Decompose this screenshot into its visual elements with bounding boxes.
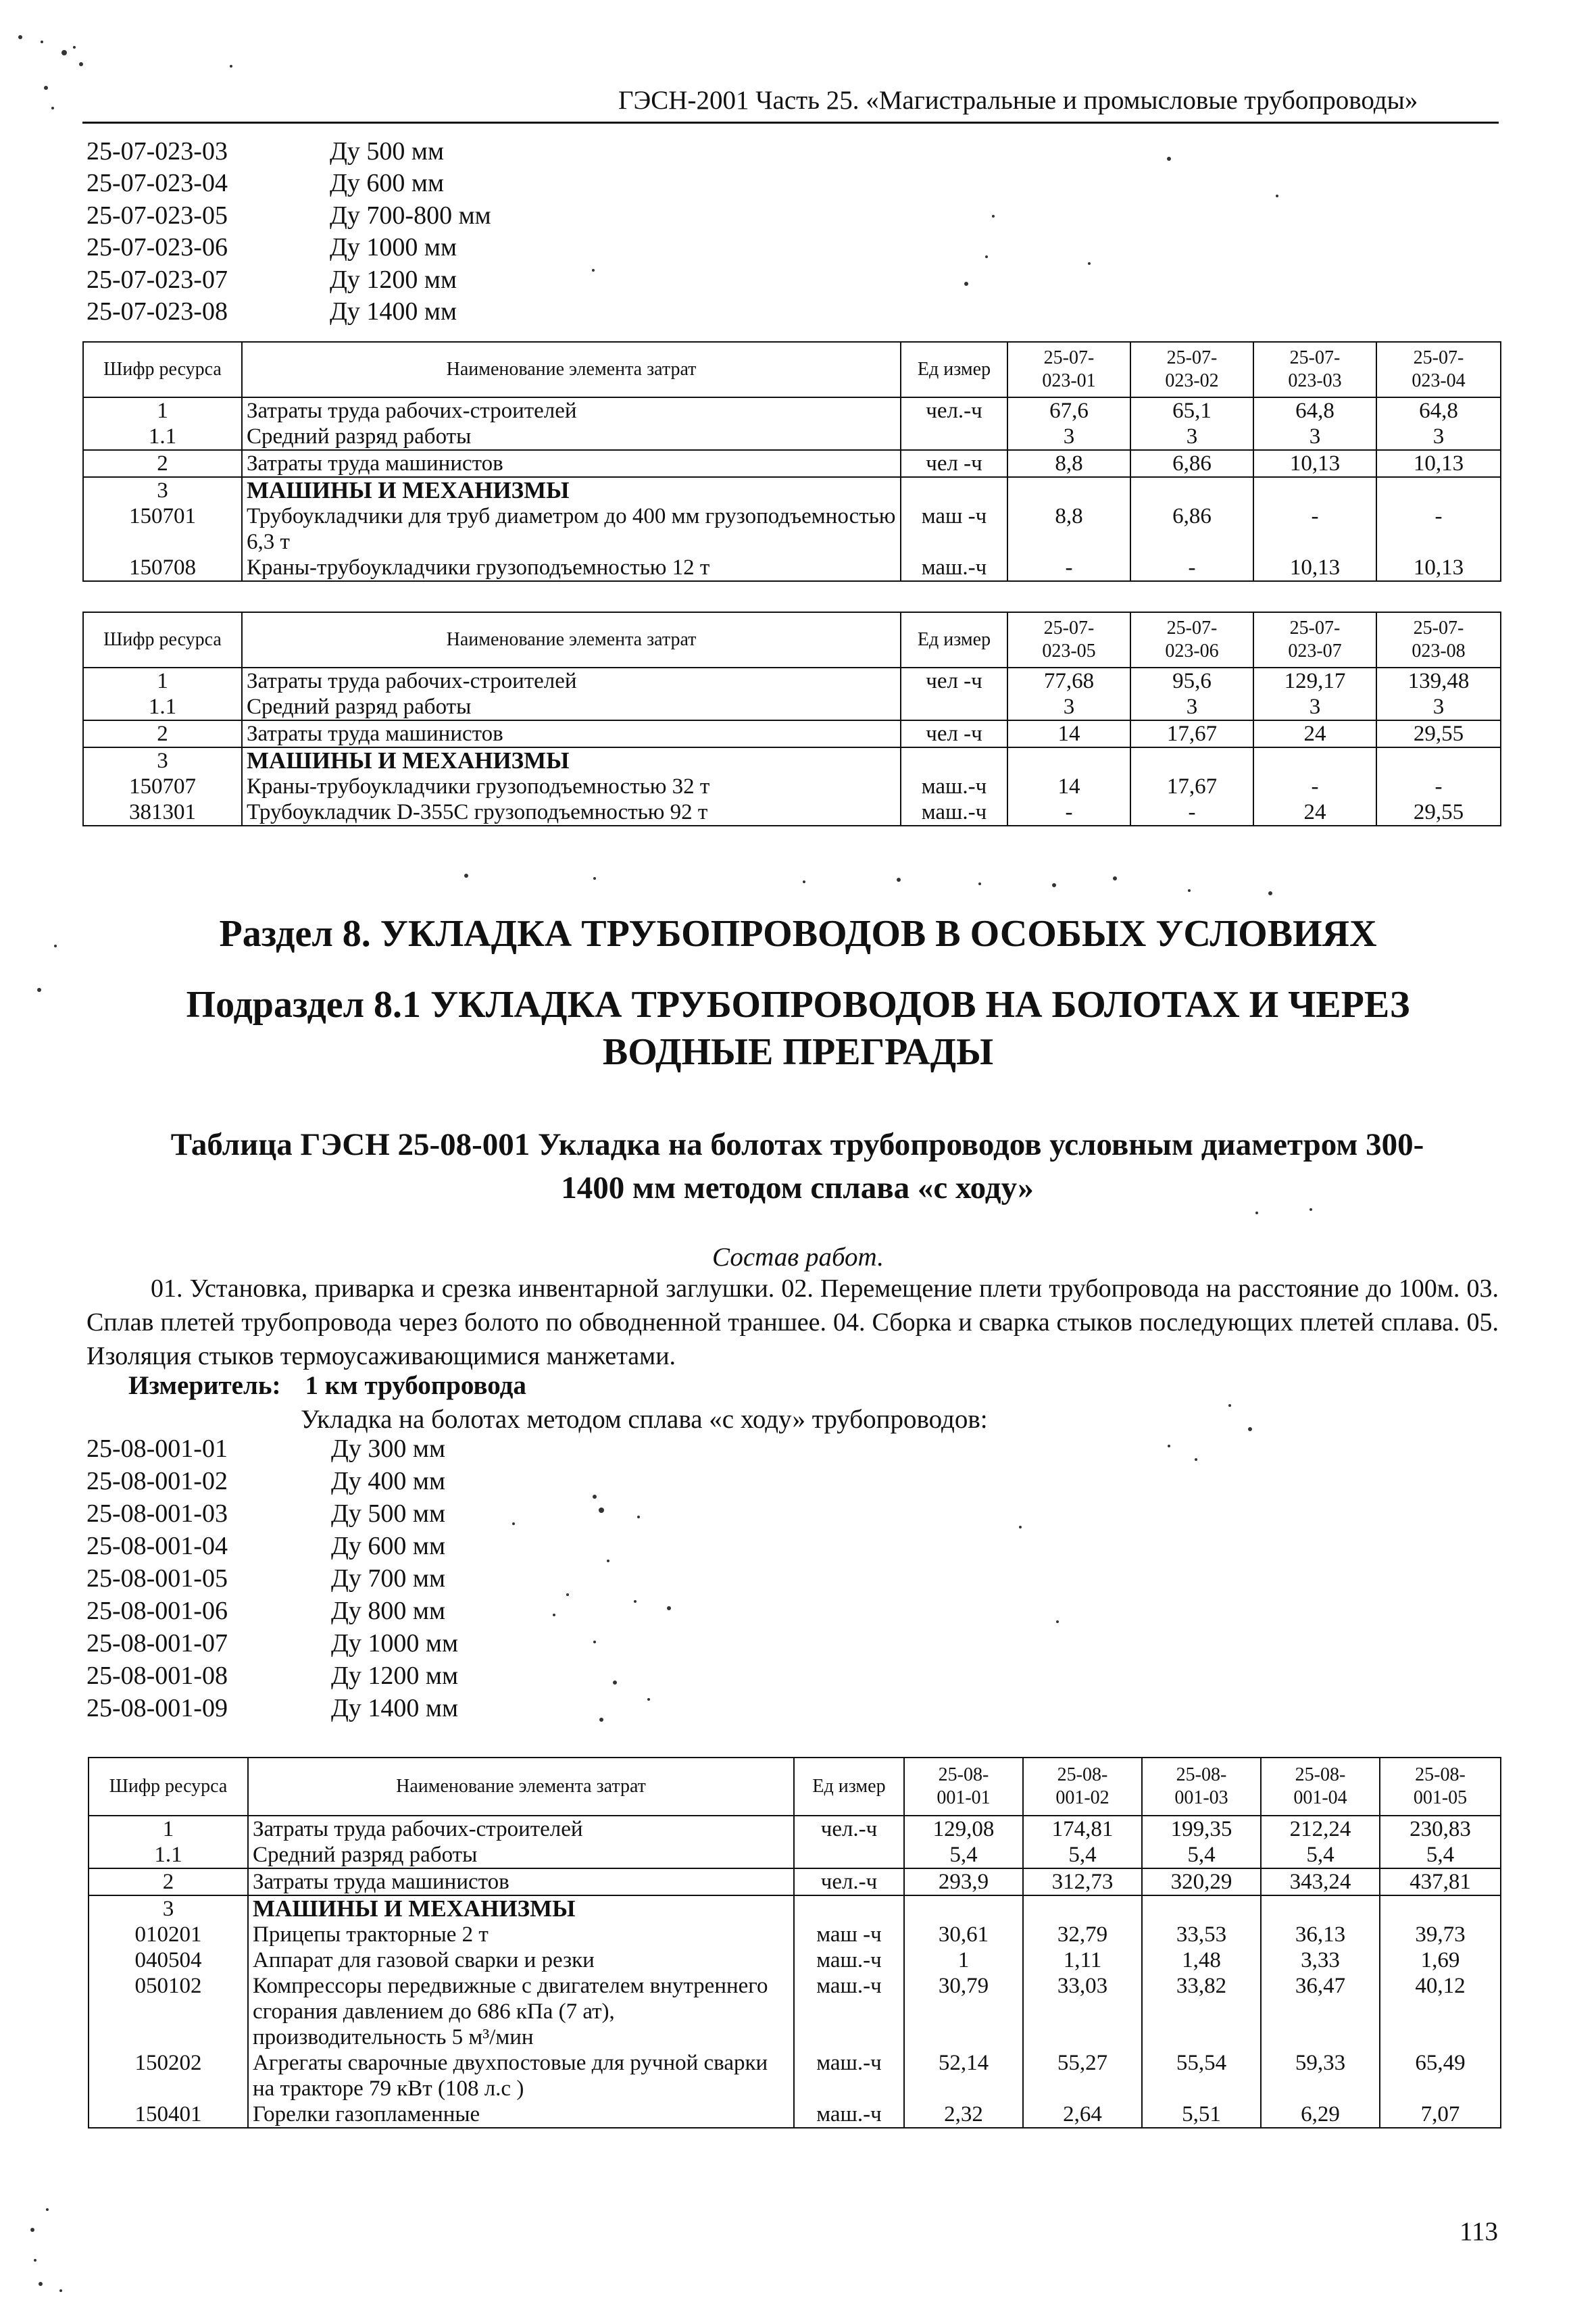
resource-code: 25-08-001-01 xyxy=(86,1435,228,1463)
cell-value: 5,4 xyxy=(904,1842,1023,1868)
cell-value: - xyxy=(1376,503,1501,555)
col-header-norm: 25-08- 001-01 xyxy=(904,1758,1023,1816)
diameter-label: Ду 1000 мм xyxy=(330,233,457,262)
cell-value: 3,33 xyxy=(1261,1947,1380,1973)
cell-code: 150401 xyxy=(89,2101,248,2128)
cell-value: 2,64 xyxy=(1023,2101,1142,2128)
cell-value: 55,54 xyxy=(1142,2050,1261,2101)
subsection-title: Подраздел 8.1 УКЛАДКА ТРУБОПРОВОДОВ НА БОЛОТАХ И ЧЕРЕЗ xyxy=(186,984,1410,1026)
cell-value: 230,83 xyxy=(1380,1816,1501,1842)
cell-value: 2,32 xyxy=(904,2101,1023,2128)
resource-code: 25-08-001-07 xyxy=(86,1629,228,1658)
col-header-norm: 25-07- 023-06 xyxy=(1130,612,1253,668)
cell-value: 67,6 xyxy=(1007,397,1130,424)
table-row xyxy=(83,503,1501,555)
resource-code: 25-08-001-08 xyxy=(86,1662,228,1690)
table-row xyxy=(89,2050,1501,2101)
cell-code: 1 xyxy=(83,668,242,694)
col-header-code: Шифр ресурса xyxy=(83,342,242,397)
cell-unit: чел -ч xyxy=(901,720,1007,747)
cell-value: 199,35 xyxy=(1142,1816,1261,1842)
cell-unit: чел -ч xyxy=(901,668,1007,694)
diameter-label: Ду 500 мм xyxy=(331,1499,446,1528)
cell-value: 10,13 xyxy=(1253,450,1376,477)
cell-value: 33,03 xyxy=(1023,1973,1142,2050)
page-number: 113 xyxy=(1460,2217,1499,2246)
cell-unit: маш.-ч xyxy=(901,774,1007,799)
cell-name: Прицепы тракторные 2 т xyxy=(248,1922,794,1947)
cell-name: Затраты труда рабочих-строителей xyxy=(248,1816,794,1842)
work-composition-text: 01. Установка, приварка и срезка инвентарной заглушки. 02. Перемещение плети трубопровода на расстояние до 100м. 03. Сплав плетей трубопровода через болото по обводненной траншее. 04. Сборка и сварка стыков последующих плетей сплава. 05. Изоляция стыков термоусаживающимися манжетами. xyxy=(86,1274,1499,1370)
col-header-code: Шифр ресурса xyxy=(89,1758,248,1816)
table-row xyxy=(83,477,1501,503)
cell-value: 65,49 xyxy=(1380,2050,1501,2101)
cell-name: Средний разряд работы xyxy=(248,1842,794,1868)
col-header-name: Наименование элемента затрат xyxy=(242,342,901,397)
col-header-norm: 25-07- 023-03 xyxy=(1253,342,1376,397)
col-header-norm: 25-07- 023-01 xyxy=(1007,342,1130,397)
cell-value: 129,17 xyxy=(1253,668,1376,694)
col-header-unit: Ед измер xyxy=(794,1758,904,1816)
cell-unit: маш.-ч xyxy=(794,2101,904,2128)
cell-value: 32,79 xyxy=(1023,1922,1142,1947)
cell-code: 3 xyxy=(83,747,242,774)
col-header-norm: 25-07- 023-04 xyxy=(1376,342,1501,397)
cell-value: 55,27 xyxy=(1023,2050,1142,2101)
table-row xyxy=(89,1947,1501,1973)
cell-code: 3 xyxy=(89,1895,248,1922)
cell-code: 1.1 xyxy=(83,424,242,450)
code-list-item xyxy=(86,199,491,232)
cell-value: 33,82 xyxy=(1142,1973,1261,2050)
cell-code: 3 xyxy=(83,477,242,503)
code-list-item xyxy=(86,168,491,200)
cell-name: МАШИНЫ И МЕХАНИЗМЫ xyxy=(242,747,901,774)
cell-value xyxy=(1380,1895,1501,1922)
cell-value: 1 xyxy=(904,1947,1023,1973)
resource-code: 25-08-001-09 xyxy=(86,1694,228,1722)
cell-value: 30,79 xyxy=(904,1973,1023,2050)
cell-name: Затраты труда машинистов xyxy=(248,1868,794,1895)
table-row xyxy=(83,450,1501,477)
norm-table-1 xyxy=(82,341,1501,582)
col-header-unit: Ед измер xyxy=(901,612,1007,668)
cell-value xyxy=(904,1895,1023,1922)
code-list-item xyxy=(86,1465,458,1497)
cell-value: 3 xyxy=(1253,694,1376,720)
cell-value: 29,55 xyxy=(1376,720,1501,747)
cell-value: 3 xyxy=(1253,424,1376,450)
table-row xyxy=(89,1842,1501,1868)
table-row xyxy=(83,424,1501,450)
cell-unit: чел.-ч xyxy=(901,397,1007,424)
cell-value xyxy=(1253,477,1376,503)
table-row xyxy=(83,799,1501,826)
cell-code: 1.1 xyxy=(89,1842,248,1868)
cell-name: МАШИНЫ И МЕХАНИЗМЫ xyxy=(248,1895,794,1922)
diameter-label: Ду 1000 мм xyxy=(331,1629,459,1658)
col-header-norm: 25-08- 001-04 xyxy=(1261,1758,1380,1816)
cell-value: 3 xyxy=(1007,694,1130,720)
cell-name: Затраты труда машинистов xyxy=(242,450,901,477)
cell-value: 3 xyxy=(1007,424,1130,450)
cell-value: 5,51 xyxy=(1142,2101,1261,2128)
table-row xyxy=(83,397,1501,424)
cell-value: 437,81 xyxy=(1380,1868,1501,1895)
cell-value: 3 xyxy=(1376,694,1501,720)
cell-value: 6,86 xyxy=(1130,503,1253,555)
cell-name: Средний разряд работы xyxy=(242,424,901,450)
cell-code: 040504 xyxy=(89,1947,248,1973)
code-list-item xyxy=(86,232,491,264)
diameter-label: Ду 1200 мм xyxy=(331,1662,459,1690)
cell-code: 1 xyxy=(83,397,242,424)
cell-value xyxy=(1376,747,1501,774)
cell-value: 5,4 xyxy=(1023,1842,1142,1868)
col-header-norm: 25-08- 001-03 xyxy=(1142,1758,1261,1816)
cell-unit: чел.-ч xyxy=(794,1816,904,1842)
resource-code: 25-08-001-02 xyxy=(86,1467,228,1495)
cell-value: 24 xyxy=(1253,799,1376,826)
table-row xyxy=(83,774,1501,799)
table-row xyxy=(89,1922,1501,1947)
resource-code: 25-07-023-08 xyxy=(86,297,228,326)
cell-name: Краны-трубоукладчики грузоподъемностью 32 т xyxy=(242,774,901,799)
cell-unit xyxy=(901,747,1007,774)
table-row xyxy=(89,1973,1501,2050)
cell-value: 1,48 xyxy=(1142,1947,1261,1973)
subsection-title-line-2: ВОДНЫЕ ПРЕГРАДЫ xyxy=(602,1031,994,1073)
cell-value: - xyxy=(1253,503,1376,555)
cell-value: 1,11 xyxy=(1023,1947,1142,1973)
cell-value xyxy=(1376,477,1501,503)
cell-value: - xyxy=(1130,799,1253,826)
cell-name: Затраты труда рабочих-строителей xyxy=(242,397,901,424)
norm-table-2 xyxy=(82,612,1501,826)
cell-unit: чел.-ч xyxy=(794,1868,904,1895)
table-title: Таблица ГЭСН 25-08-001 Укладка на болотах трубопроводов условным диаметром 300- xyxy=(170,1127,1424,1162)
cell-name: МАШИНЫ И МЕХАНИЗМЫ xyxy=(242,477,901,503)
diameter-label: Ду 600 мм xyxy=(330,169,445,198)
cell-unit: маш.-ч xyxy=(901,799,1007,826)
cell-value: 64,8 xyxy=(1376,397,1501,424)
code-list-item xyxy=(86,264,491,296)
cell-unit: маш.-ч xyxy=(901,555,1007,581)
cell-value: 65,1 xyxy=(1130,397,1253,424)
col-header-code: Шифр ресурса xyxy=(83,612,242,668)
cell-unit: маш.-ч xyxy=(794,2050,904,2101)
cell-value: 5,4 xyxy=(1261,1842,1380,1868)
cell-name: Аппарат для газовой сварки и резки xyxy=(248,1947,794,1973)
cell-unit xyxy=(901,477,1007,503)
cell-value: 7,07 xyxy=(1380,2101,1501,2128)
cell-value xyxy=(1007,747,1130,774)
cell-value: 129,08 xyxy=(904,1816,1023,1842)
diameter-label: Ду 1200 мм xyxy=(330,265,457,294)
cell-name: Затраты труда машинистов xyxy=(242,720,901,747)
header-rule xyxy=(82,122,1499,124)
cell-value: 10,13 xyxy=(1376,450,1501,477)
cell-name: Трубоукладчик D-355C грузоподъемностью 92 т xyxy=(242,799,901,826)
cell-unit: маш.-ч xyxy=(794,1973,904,2050)
running-header: ГЭСН-2001 Часть 25. «Магистральные и промысловые трубопроводы» xyxy=(618,86,1418,115)
cell-value xyxy=(1130,477,1253,503)
table-row xyxy=(89,1895,1501,1922)
cell-value: 10,13 xyxy=(1253,555,1376,581)
cell-code: 2 xyxy=(89,1868,248,1895)
cell-value: 174,81 xyxy=(1023,1816,1142,1842)
cell-code: 1.1 xyxy=(83,694,242,720)
table-row xyxy=(83,720,1501,747)
cell-value: - xyxy=(1007,555,1130,581)
table-header-row xyxy=(83,342,1501,397)
cell-value: 10,13 xyxy=(1376,555,1501,581)
diameter-label: Ду 600 мм xyxy=(331,1532,446,1560)
cell-value: 5,4 xyxy=(1142,1842,1261,1868)
cell-value xyxy=(1130,747,1253,774)
resource-code: 25-08-001-05 xyxy=(86,1564,228,1593)
code-list-item xyxy=(86,1497,458,1530)
cell-value: 3 xyxy=(1376,424,1501,450)
cell-value: 14 xyxy=(1007,774,1130,799)
cell-value: 6,86 xyxy=(1130,450,1253,477)
cell-value: 59,33 xyxy=(1261,2050,1380,2101)
cell-value: 320,29 xyxy=(1142,1868,1261,1895)
cell-code: 150708 xyxy=(83,555,242,581)
cell-value xyxy=(1007,477,1130,503)
norm-table-3 xyxy=(88,1757,1501,2129)
table-row xyxy=(89,2101,1501,2128)
resource-code: 25-08-001-06 xyxy=(86,1597,228,1625)
measure-label: Измеритель: xyxy=(128,1371,281,1400)
cell-value: 39,73 xyxy=(1380,1922,1501,1947)
table-row xyxy=(83,555,1501,581)
table-header-row xyxy=(89,1758,1501,1816)
diameter-label: Ду 700-800 мм xyxy=(330,201,491,230)
code-list-bottom xyxy=(86,1433,458,1724)
cell-code: 1 xyxy=(89,1816,248,1842)
cell-code: 150707 xyxy=(83,774,242,799)
table-row xyxy=(89,1868,1501,1895)
resource-code: 25-07-023-06 xyxy=(86,233,228,262)
cell-value: 5,4 xyxy=(1380,1842,1501,1868)
cell-value: 36,13 xyxy=(1261,1922,1380,1947)
cell-value: 17,67 xyxy=(1130,720,1253,747)
resource-code: 25-07-023-04 xyxy=(86,169,228,198)
cell-code: 010201 xyxy=(89,1922,248,1947)
cell-unit: маш -ч xyxy=(901,503,1007,555)
work-composition-label: Состав работ. xyxy=(712,1243,884,1272)
cell-code: 2 xyxy=(83,720,242,747)
cell-value: 3 xyxy=(1130,694,1253,720)
resource-code: 25-07-023-05 xyxy=(86,201,228,230)
cell-value: 343,24 xyxy=(1261,1868,1380,1895)
cell-unit xyxy=(901,424,1007,450)
cell-value: 8,8 xyxy=(1007,503,1130,555)
cell-unit: маш -ч xyxy=(794,1922,904,1947)
col-header-name: Наименование элемента затрат xyxy=(242,612,901,668)
cell-name: Затраты труда рабочих-строителей xyxy=(242,668,901,694)
cell-value: - xyxy=(1130,555,1253,581)
cell-unit xyxy=(794,1895,904,1922)
table-row xyxy=(89,1816,1501,1842)
code-list-item xyxy=(86,1595,458,1627)
cell-value: 30,61 xyxy=(904,1922,1023,1947)
resource-code: 25-08-001-04 xyxy=(86,1532,228,1560)
cell-name: Агрегаты сварочные двухпостовые для ручной сварки на тракторе 79 кВт (108 л.с ) xyxy=(248,2050,794,2101)
col-header-norm: 25-07- 023-07 xyxy=(1253,612,1376,668)
col-header-norm: 25-07- 023-08 xyxy=(1376,612,1501,668)
col-header-norm: 25-08- 001-02 xyxy=(1023,1758,1142,1816)
cell-value xyxy=(1142,1895,1261,1922)
measure-line xyxy=(128,1370,526,1401)
table-row xyxy=(83,668,1501,694)
cell-name: Трубоукладчики для труб диаметром до 400 мм грузоподъемностью 6,3 т xyxy=(242,503,901,555)
diameter-label: Ду 800 мм xyxy=(331,1597,446,1625)
table-header-row xyxy=(83,612,1501,668)
table-row xyxy=(83,747,1501,774)
table-title-line-2: 1400 мм методом сплава «с ходу» xyxy=(561,1170,1034,1205)
cell-value: 3 xyxy=(1130,424,1253,450)
cell-value: 293,9 xyxy=(904,1868,1023,1895)
diameter-label: Ду 400 мм xyxy=(331,1467,446,1495)
cell-value: 77,68 xyxy=(1007,668,1130,694)
cell-unit: маш.-ч xyxy=(794,1947,904,1973)
cell-value: 312,73 xyxy=(1023,1868,1142,1895)
cell-value xyxy=(1023,1895,1142,1922)
code-list-item xyxy=(86,1627,458,1660)
cell-code: 050102 xyxy=(89,1973,248,2050)
cell-value: 14 xyxy=(1007,720,1130,747)
cell-unit xyxy=(794,1842,904,1868)
section-title: Раздел 8. УКЛАДКА ТРУБОПРОВОДОВ В ОСОБЫХ УСЛОВИЯХ xyxy=(219,913,1377,955)
diameter-label: Ду 500 мм xyxy=(330,136,445,166)
cell-value: 40,12 xyxy=(1380,1973,1501,2050)
resource-code: 25-07-023-07 xyxy=(86,265,228,294)
cell-value: - xyxy=(1253,774,1376,799)
cell-code: 150202 xyxy=(89,2050,248,2101)
code-list-subheading: Укладка на болотах методом сплава «с ходу» трубопроводов: xyxy=(301,1405,988,1434)
cell-name: Краны-трубоукладчики грузоподъемностью 12 т xyxy=(242,555,901,581)
col-header-unit: Ед измер xyxy=(901,342,1007,397)
cell-value: 29,55 xyxy=(1376,799,1501,826)
code-list-item xyxy=(86,1433,458,1465)
code-list-item xyxy=(86,1692,458,1724)
cell-value: 8,8 xyxy=(1007,450,1130,477)
cell-value: 52,14 xyxy=(904,2050,1023,2101)
cell-name: Горелки газопламенные xyxy=(248,2101,794,2128)
col-header-norm: 25-07- 023-02 xyxy=(1130,342,1253,397)
cell-value: 64,8 xyxy=(1253,397,1376,424)
cell-unit xyxy=(901,694,1007,720)
cell-unit: чел -ч xyxy=(901,450,1007,477)
diameter-label: Ду 1400 мм xyxy=(330,297,457,326)
col-header-name: Наименование элемента затрат xyxy=(248,1758,794,1816)
resource-code: 25-07-023-03 xyxy=(86,136,228,166)
table-row xyxy=(83,694,1501,720)
cell-value: 36,47 xyxy=(1261,1973,1380,2050)
code-list-item xyxy=(86,135,491,168)
cell-value: - xyxy=(1007,799,1130,826)
resource-code: 25-08-001-03 xyxy=(86,1499,228,1528)
code-list-item xyxy=(86,1562,458,1595)
col-header-norm: 25-07- 023-05 xyxy=(1007,612,1130,668)
code-list-item xyxy=(86,296,491,328)
code-list-item xyxy=(86,1660,458,1692)
cell-value: 139,48 xyxy=(1376,668,1501,694)
code-list-top xyxy=(86,135,491,328)
cell-value: 95,6 xyxy=(1130,668,1253,694)
cell-value: 33,53 xyxy=(1142,1922,1261,1947)
cell-value: 17,67 xyxy=(1130,774,1253,799)
diameter-label: Ду 1400 мм xyxy=(331,1694,459,1722)
cell-code: 381301 xyxy=(83,799,242,826)
cell-code: 2 xyxy=(83,450,242,477)
measure-value: 1 км трубопровода xyxy=(305,1371,526,1400)
diameter-label: Ду 300 мм xyxy=(331,1435,446,1463)
cell-name: Компрессоры передвижные с двигателем внутреннего сгорания давлением до 686 кПа (7 ат), производительность 5 м³/мин xyxy=(248,1973,794,2050)
cell-name: Средний разряд работы xyxy=(242,694,901,720)
cell-value xyxy=(1261,1895,1380,1922)
cell-value: 6,29 xyxy=(1261,2101,1380,2128)
cell-value: 212,24 xyxy=(1261,1816,1380,1842)
cell-value: 24 xyxy=(1253,720,1376,747)
code-list-item xyxy=(86,1530,458,1562)
col-header-norm: 25-08- 001-05 xyxy=(1380,1758,1501,1816)
cell-value: 1,69 xyxy=(1380,1947,1501,1973)
diameter-label: Ду 700 мм xyxy=(331,1564,446,1593)
cell-code: 150701 xyxy=(83,503,242,555)
cell-value: - xyxy=(1376,774,1501,799)
cell-value xyxy=(1253,747,1376,774)
